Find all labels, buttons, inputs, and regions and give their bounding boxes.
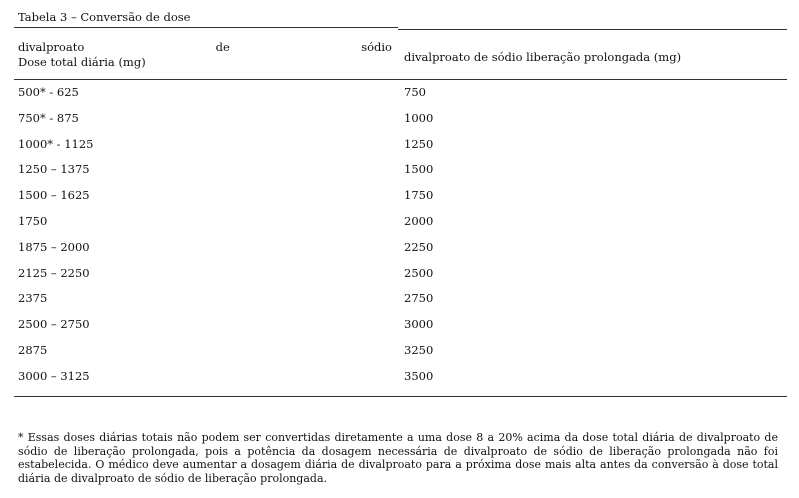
table-header-rule [14,79,787,80]
cell-extended-release-dose: 3500 [404,368,434,383]
table-row [0,291,799,317]
header-word-de: de [215,40,230,54]
cell-total-dose: 500* - 625 [18,85,79,99]
table-footnote: * Essas doses diárias totais não podem ser convertidas diretamente a uma dose 8 a 20% acima da dose total diária de divalproato de sódio de liberação prolongada, pois a potência da dosagem necessária de divalproato de sódio de liberação prolongada não foi estabelecida. O médico deve aumentar a dosagem diária de divalproato para a próxima dose mais alta antes da conversão à dose total diária de divalproato de sódio de liberação prolongada. [18,431,778,485]
cell-extended-release-dose: 2250 [404,239,434,254]
table-bottom-rule [14,396,787,397]
cell-extended-release-dose: 1250 [404,136,434,151]
cell-extended-release-dose: 2000 [404,213,434,228]
cell-extended-release-dose: 750 [404,85,426,99]
column-header-left [18,40,392,70]
cell-extended-release-dose: 1500 [404,162,434,177]
table-row [0,369,799,395]
table-row [0,111,799,137]
cell-total-dose: 3000 – 3125 [18,368,90,383]
table-row [0,162,799,188]
cell-extended-release-dose: 3250 [404,342,434,357]
cell-extended-release-dose: 1000 [404,110,434,125]
table-row [0,240,799,266]
cell-extended-release-dose: 2750 [404,291,434,306]
cell-total-dose: 2125 – 2250 [18,265,90,280]
cell-total-dose: 1750 [18,213,48,228]
cell-extended-release-dose: 1750 [404,188,434,203]
column-header-left-line1 [18,40,392,55]
cell-total-dose: 1875 – 2000 [18,239,90,254]
table-top-rule [14,27,398,28]
column-header-right: divalproato de sódio liberação prolongada (mg) [404,50,682,64]
header-word-divalproato: divalproato [18,40,85,54]
table-row [0,343,799,369]
cell-total-dose: 2375 [18,291,48,306]
table-caption: Tabela 3 – Conversão de dose [18,10,191,24]
cell-total-dose: 1500 – 1625 [18,188,90,203]
table-body [0,85,799,395]
column-header-left-line2: Dose total diária (mg) [18,55,146,69]
cell-extended-release-dose: 2500 [404,265,434,280]
cell-total-dose: 2875 [18,342,48,357]
table-row [0,85,799,111]
cell-total-dose: 2500 – 2750 [18,317,90,332]
header-word-sodio: sódio [361,40,392,54]
table-row [0,214,799,240]
cell-total-dose: 1250 – 1375 [18,162,90,177]
table-row [0,137,799,163]
table-row [0,317,799,343]
table-row [0,188,799,214]
table-top-rule-right [398,29,787,30]
table-row [0,266,799,292]
cell-extended-release-dose: 3000 [404,317,434,332]
cell-total-dose: 750* - 875 [18,110,79,125]
cell-total-dose: 1000* - 1125 [18,136,94,151]
